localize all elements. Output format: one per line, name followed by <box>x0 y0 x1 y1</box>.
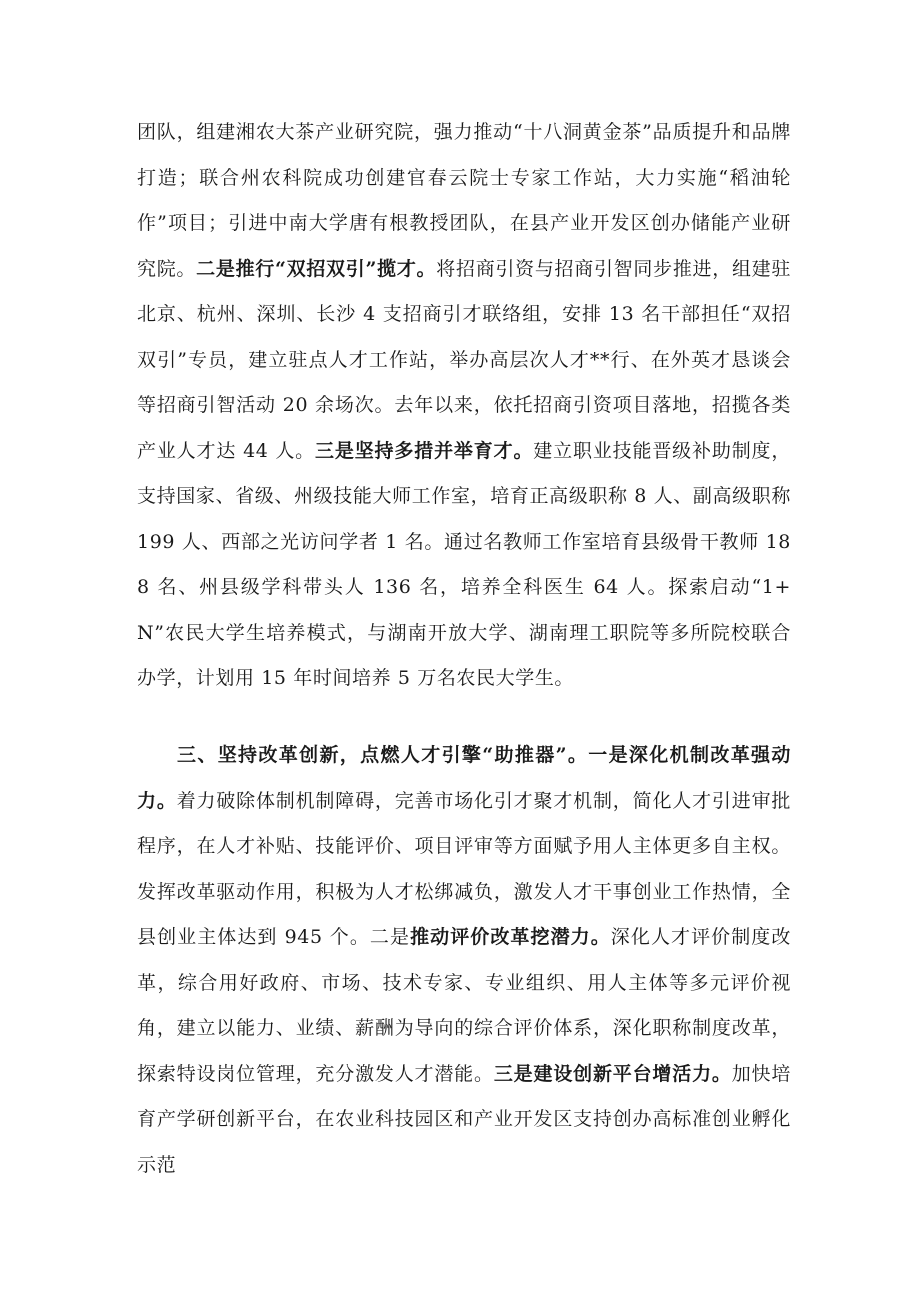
text-segment: 团队，组建湘农大茶产业研究院，强力推动“十八洞黄金茶”品质提升和品牌打造；联合州农科院成功创建官春云院士专家工作站，大力实施“稻油轮作”项目；引进中南大学唐有根教授团队，在县产业开发区创办储能产业研究院。 <box>137 121 791 280</box>
text-segment: 深化人才评价制度改革，综合用好政府、市场、技术专家、专业组织、用人主体等多元评价视角，建立以能力、业绩、薪酬为导向的综合评价体系，深化职称制度改革，探索特设岗位管理，充分激发人才潜能。 <box>137 926 791 1085</box>
paragraph-reform-innovation <box>137 733 791 1188</box>
bold-heading-talent-cultivation: 三是坚持多措并举育才。 <box>315 439 534 462</box>
paragraph-talent-attraction <box>137 110 791 702</box>
text-segment: 建立职业技能晋级补助制度，支持国家、省级、州级技能大师工作室，培育正高级职称 8 人、副高级职称 199 人、西部之光访问学者 1 名。通过名教师工作室培育县级骨干教师 188 名、州县级学科带头人 136 名，培养全科医生 64 人。探索启动“1+N”农民大学生培养模式，与湖南开放大学、湖南理工职院等多所院校联合办学，计划用 15 年时间培养 5 万名农民大学生。 <box>137 439 791 689</box>
text-segment: 加快培育产学研创新平台，在农业科技园区和产业开发区支持创办高标准创业孵化示范 <box>137 1062 791 1176</box>
bold-heading-innovation-platform: 三是建设创新平台增活力。 <box>493 1062 732 1085</box>
text-segment: 将招商引资与招商引智同步推进，组建驻北京、杭州、深圳、长沙 4 支招商引才联络组，安排 13 名干部担任“双招双引”专员，建立驻点人才工作站，举办高层次人才**行、在外英才恳谈会等招商引智活动 20 余场次。去年以来，依托招商引资项目落地，招揽各类产业人才达 44 人。 <box>137 257 791 462</box>
bold-heading-dual-recruitment: 二是推行“双招双引”揽才。 <box>196 257 437 280</box>
bold-heading-evaluation-reform: 推动评价改革挖潜力。 <box>410 926 611 948</box>
text-segment: 着力破除体制机制障碍，完善市场化引才聚才机制，简化人才引进审批程序，在人才补贴、技能评价、项目评审等方面赋予用人主体更多自主权。发挥改革驱动作用，积极为人才松绑减负，激发人才干事创业工作热情，全县创业主体达到 945 个。二是 <box>137 789 791 948</box>
section-heading-reform: 三、坚持改革创新，点燃人才引擎“助推器”。一是深化机制改革强动力。 <box>137 744 791 812</box>
